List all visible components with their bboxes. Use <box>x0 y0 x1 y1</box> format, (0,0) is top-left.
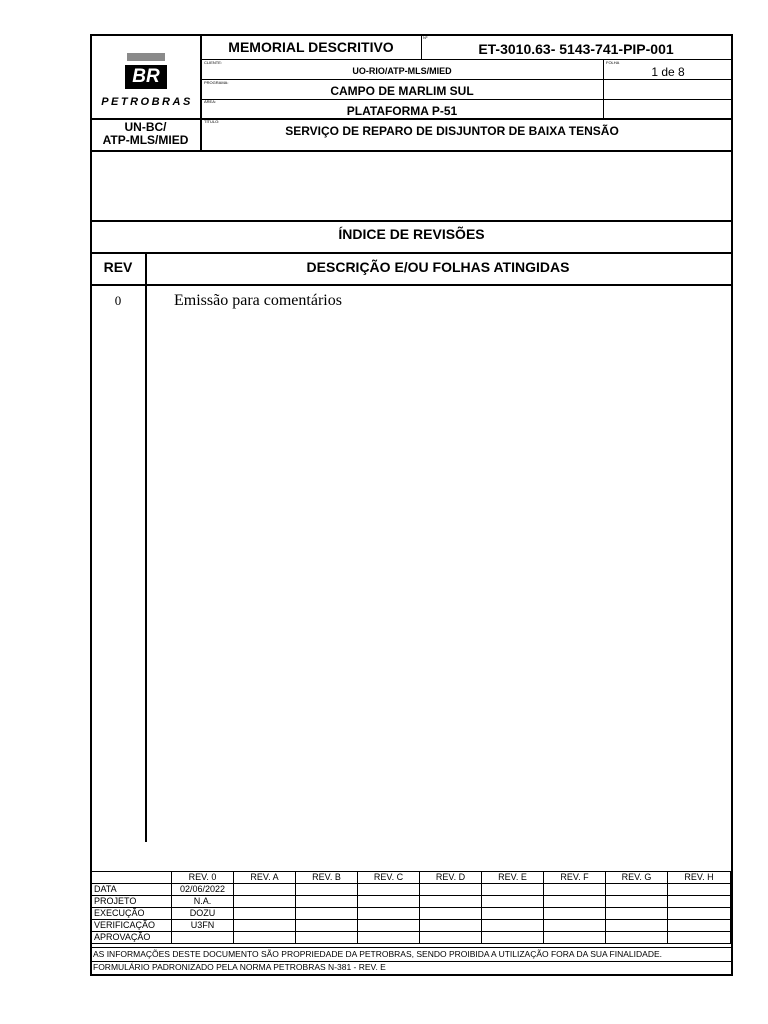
ownership-notice: AS INFORMAÇÕES DESTE DOCUMENTO SÃO PROPRIEDADE DA PETROBRAS, SENDO PROIBIDA A UTILIZAÇÃO FORA DA SUA FINALIDADE. <box>93 949 662 959</box>
column-header: REV. E <box>482 872 544 884</box>
row-label: EXECUÇÃO <box>92 908 172 920</box>
table-cell <box>668 908 731 920</box>
row-label: VERIFICAÇÃO <box>92 920 172 932</box>
column-header: REV. H <box>668 872 731 884</box>
table-cell <box>296 908 358 920</box>
table-cell: U3FN <box>172 920 234 932</box>
table-cell <box>234 884 296 896</box>
table-row <box>92 932 731 944</box>
header-rule <box>200 79 733 80</box>
table-cell <box>544 896 606 908</box>
table-cell <box>482 908 544 920</box>
unit-line-2: ATP-MLS/MIED <box>102 133 189 147</box>
revision-control-table <box>91 871 731 944</box>
table-cell <box>234 932 296 944</box>
revision-description: Emissão para comentários <box>174 292 342 309</box>
header-rule <box>90 118 733 120</box>
table-cell <box>544 908 606 920</box>
table-cell <box>482 884 544 896</box>
program-value: CAMPO DE MARLIM SUL <box>330 84 474 98</box>
table-cell <box>420 884 482 896</box>
title-caption: TÍTULO: <box>204 119 220 124</box>
table-cell <box>606 932 668 944</box>
table-cell: N.A. <box>172 896 234 908</box>
header-rule <box>200 59 733 60</box>
table-cell <box>544 932 606 944</box>
doc-number: ET-3010.63- 5143-741-PIP-001 <box>478 41 674 57</box>
column-header: REV. B <box>296 872 358 884</box>
row-label: DATA <box>92 884 172 896</box>
table-cell: 02/06/2022 <box>172 884 234 896</box>
column-header: REV. C <box>358 872 420 884</box>
unit-line-1: UN-BC/ <box>124 120 167 134</box>
table-cell <box>668 932 731 944</box>
header-divider <box>603 59 604 119</box>
program-caption: PROGRAMA: <box>204 80 229 85</box>
table-cell <box>606 908 668 920</box>
header-rule <box>200 99 733 100</box>
table-cell <box>234 908 296 920</box>
petrobras-logo-bar <box>127 53 165 61</box>
column-header: REV. 0 <box>172 872 234 884</box>
standard-notice: FORMULÁRIO PADRONIZADO PELA NORMA PETROBRAS N-381 - REV. E <box>93 962 386 972</box>
section-rule <box>90 220 733 222</box>
header-rule <box>90 150 733 152</box>
area-caption: ÁREA: <box>204 99 217 104</box>
table-row <box>92 920 731 932</box>
row-label: APROVAÇÃO <box>92 932 172 944</box>
rev-column-divider <box>145 252 147 842</box>
client-value: UO-RIO/ATP-MLS/MIED <box>352 66 452 76</box>
table-row <box>92 896 731 908</box>
row-label: PROJETO <box>92 896 172 908</box>
table-cell <box>296 896 358 908</box>
table-cell <box>358 920 420 932</box>
column-header: REV. F <box>544 872 606 884</box>
description-column-header: DESCRIÇÃO E/OU FOLHAS ATINGIDAS <box>306 259 570 275</box>
petrobras-wordmark: PETROBRAS <box>101 96 193 108</box>
table-cell <box>296 884 358 896</box>
table-cell <box>482 920 544 932</box>
table-cell <box>668 920 731 932</box>
table-cell <box>358 884 420 896</box>
table-cell <box>420 932 482 944</box>
table-row <box>92 884 731 896</box>
header-divider <box>421 34 422 59</box>
column-header: REV. G <box>606 872 668 884</box>
table-cell <box>420 896 482 908</box>
title-value: SERVIÇO DE REPARO DE DISJUNTOR DE BAIXA TENSÃO <box>285 124 619 138</box>
section-rule <box>90 284 733 286</box>
table-cell <box>668 896 731 908</box>
table-cell <box>172 932 234 944</box>
table-cell <box>482 896 544 908</box>
revision-number: 0 <box>114 293 122 308</box>
doc-type: MEMORIAL DESCRITIVO <box>228 39 394 55</box>
table-cell <box>296 920 358 932</box>
document-frame <box>90 34 733 976</box>
table-cell <box>296 932 358 944</box>
column-header: REV. D <box>420 872 482 884</box>
table-cell <box>606 920 668 932</box>
table-cell <box>606 896 668 908</box>
table-cell <box>606 884 668 896</box>
column-header: REV. A <box>234 872 296 884</box>
table-cell <box>420 920 482 932</box>
table-cell <box>482 932 544 944</box>
area-value: PLATAFORMA P-51 <box>346 104 458 118</box>
table-cell <box>420 908 482 920</box>
table-cell <box>92 872 172 884</box>
table-cell <box>234 896 296 908</box>
table-cell <box>544 920 606 932</box>
table-cell <box>234 920 296 932</box>
br-logo: BR <box>125 65 167 89</box>
table-cell <box>358 908 420 920</box>
sheet-caption: FOLHA <box>606 60 620 65</box>
table-cell <box>358 896 420 908</box>
table-cell <box>544 884 606 896</box>
section-rule <box>90 252 733 254</box>
rev-column-header: REV <box>103 259 133 275</box>
table-cell <box>668 884 731 896</box>
table-cell: DOZU <box>172 908 234 920</box>
client-caption: CLIENTE: <box>204 60 223 65</box>
table-header-row <box>92 872 731 884</box>
table-row <box>92 908 731 920</box>
number-caption: Nº <box>423 35 428 40</box>
sheet-value: 1 de 8 <box>651 65 685 79</box>
revisions-heading: ÍNDICE DE REVISÕES <box>338 226 485 242</box>
table-cell <box>358 932 420 944</box>
